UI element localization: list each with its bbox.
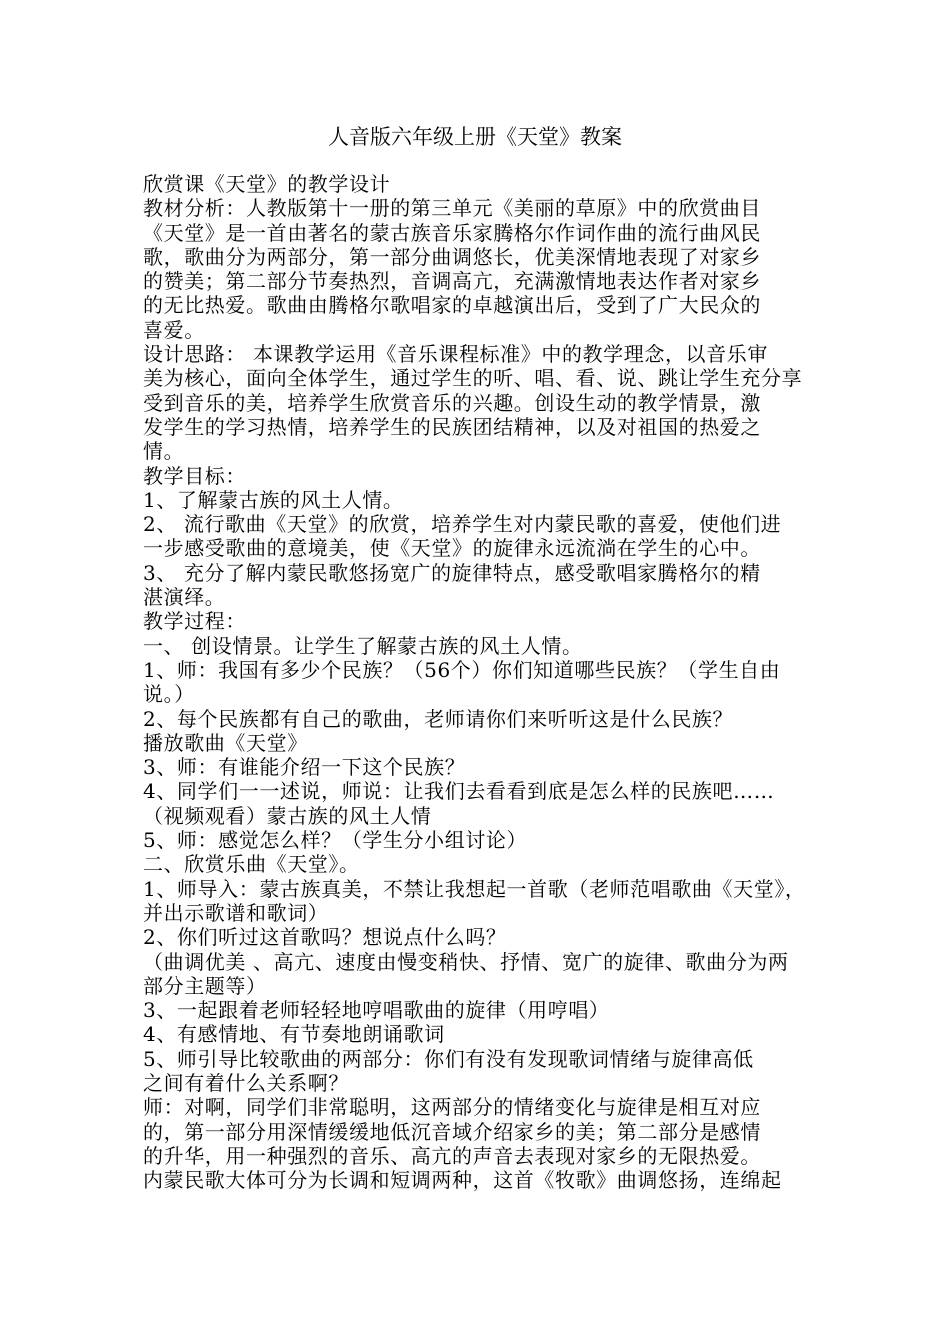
text-line: 部分主题等）	[143, 973, 267, 998]
text-line: 二、欣赏乐曲《天堂》。	[143, 852, 360, 877]
text-line: 教学目标：	[143, 463, 246, 488]
text-line: 喜爱。	[143, 317, 205, 342]
text-line: 的升华，用一种强烈的音乐、高亢的声音去表现对家乡的无限热爱。	[143, 1143, 761, 1168]
text-line: 说。）	[143, 682, 195, 707]
text-line: 一、 创设情景。让学生了解蒙古族的风土人情。	[143, 633, 583, 658]
text-line: 3、 充分了解内蒙民歌悠扬宽广的旋律特点，感受歌唱家腾格尔的精	[143, 560, 761, 585]
text-line: 4、有感情地、有节奏地朗诵歌词	[143, 1022, 445, 1047]
text-line: （曲调优美 、高亢、速度由慢变稍快、抒情、宽广的旋律、歌曲分为两	[143, 949, 789, 974]
text-line: 播放歌曲《天堂》	[143, 730, 308, 755]
text-line: （视频观看）蒙古族的风土人情	[143, 803, 432, 828]
text-line: 湛演绎。	[143, 585, 226, 610]
text-line: 师：对啊，同学们非常聪明，这两部分的情绪变化与旋律是相互对应	[143, 1095, 761, 1120]
text-line: 并出示歌谱和歌词）	[143, 900, 329, 925]
text-line: 教学过程：	[143, 609, 246, 634]
text-line: 受到音乐的美，培养学生欣赏音乐的兴趣。创设生动的教学情景，激	[143, 390, 761, 415]
text-line: 的无比热爱。歌曲由腾格尔歌唱家的卓越演出后，受到了广大民众的	[143, 293, 761, 318]
text-line: 《天堂》是一首由著名的蒙古族音乐家腾格尔作词作曲的流行曲风民	[143, 220, 761, 245]
text-line: 的赞美；第二部分节奏热烈，音调高亢，充满激情地表达作者对家乡	[143, 269, 761, 294]
text-line: 一步感受歌曲的意境美，使《天堂》的旋律永远流淌在学生的心中。	[143, 536, 761, 561]
text-line: 发学生的学习热情，培养学生的民族团结精神，以及对祖国的热爱之	[143, 414, 761, 439]
text-line: 歌，歌曲分为两部分，第一部分曲调悠长，优美深情地表现了对家乡	[143, 244, 761, 269]
text-line: 情。	[143, 439, 185, 464]
text-line: 3、一起跟着老师轻轻地哼唱歌曲的旋律（用哼唱）	[143, 998, 610, 1023]
document-body	[143, 172, 811, 1192]
text-line: 之间有着什么关系啊？	[143, 1070, 349, 1095]
text-line: 的，第一部分用深情缓缓地低沉音域介绍家乡的美；第二部分是感情	[143, 1119, 761, 1144]
text-line: 2、你们听过这首歌吗？想说点什么吗？	[143, 925, 507, 950]
text-line: 5、师引导比较歌曲的两部分：你们有没有发现歌词情绪与旋律高低	[143, 1046, 754, 1071]
text-line: 内蒙民歌大体可分为长调和短调两种，这首《牧歌》曲调悠扬，连绵起	[143, 1168, 782, 1193]
text-line: 2、每个民族都有自己的歌曲，老师请你们来听听这是什么民族？	[143, 706, 734, 731]
text-line: 1、师：我国有多少个民族？（56个）你们知道哪些民族？（学生自由	[143, 657, 781, 682]
text-line: 欣赏课《天堂》的教学设计	[143, 172, 391, 196]
text-line: 教材分析：人教版第十一册的第三单元《美丽的草原》中的欣赏曲目	[143, 196, 761, 221]
text-line: 1、了解蒙古族的风土人情。	[143, 487, 404, 512]
text-line: 3、师：有谁能介绍一下这个民族？	[143, 755, 466, 780]
text-line: 2、 流行歌曲《天堂》的欣赏，培养学生对内蒙民歌的喜爱，使他们进	[143, 512, 782, 537]
text-line: 1、师导入：蒙古族真美，不禁让我想起一首歌（老师范唱歌曲《天堂》，	[143, 876, 806, 901]
document-title: 人音版六年级上册《天堂》教案	[328, 125, 622, 149]
text-line: 5、师：感觉怎么样？（学生分小组讨论）	[143, 828, 528, 853]
text-line: 美为核心，面向全体学生，通过学生的听、唱、看、说、跳让学生充分享	[143, 366, 803, 391]
text-line: 设计思路： 本课教学运用《音乐课程标准》中的教学理念，以音乐审	[143, 342, 768, 367]
text-line: 4、同学们一一述说，师说：让我们去看看到底是怎么样的民族吧……	[143, 779, 775, 804]
